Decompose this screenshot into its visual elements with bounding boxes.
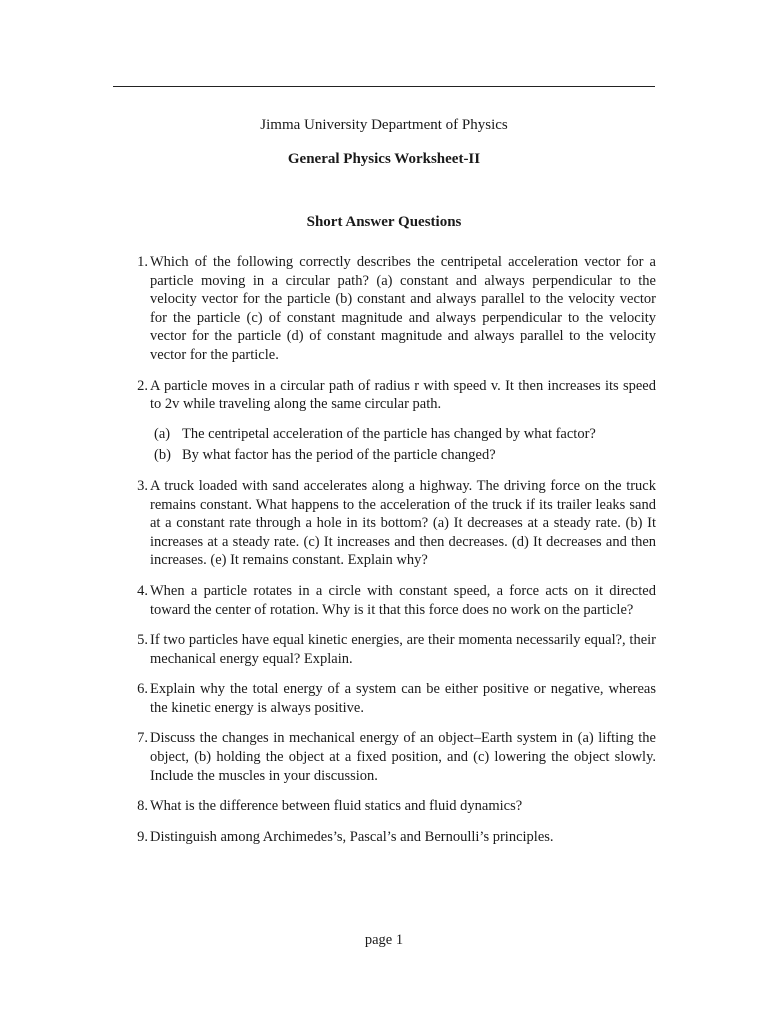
question-number: 8. (137, 798, 148, 815)
question-number: 2. (137, 377, 148, 394)
question-text: Discuss the changes in mechanical energy of an object–Earth system in (a) lifting the object, (b) holding the object at a fixed position, and (c) lowering the object slowly. Include the muscles in your discussion. (150, 730, 656, 784)
page-number: page 1 (364, 932, 404, 948)
question-text: A truck loaded with sand accelerates along a highway. The driving force on the truck remains constant. What happens to the acceleration of the truck if its trailer leaks sand at a constant rate through a hole in its bottom? (a) It decreases at a steady rate. (b) It increases at a steady rate. (c) It increases and then decreases. (d) It decreases and then increases. (e) It remains constant. Explain why? (150, 477, 656, 569)
question-item (113, 582, 656, 619)
question-text: A particle moves in a circular path of radius r with speed v. It then increases its speed to 2v while traveling along the same circular path. (150, 377, 656, 413)
subquestion-item (150, 425, 656, 444)
question-number: 9. (137, 828, 148, 845)
question-number: 4. (137, 582, 148, 599)
question-number: 7. (137, 730, 148, 747)
section-title: Short Answer Questions (306, 214, 462, 230)
subquestion-text: The centripetal acceleration of the particle has changed by what factor? (182, 425, 596, 442)
question-list (113, 253, 656, 858)
subquestion-label: (a) (154, 425, 171, 442)
question-item (113, 680, 656, 717)
question-text: Which of the following correctly describes the centripetal acceleration vector for a particle moving in a circular path? (a) constant and always perpendicular to the velocity vector for the particle (b) constant and always parallel to the velocity vector for the particle (c) of constant magnitude and always perpendicular to the velocity vector for the particle (d) of constant magnitude and always parallel to the velocity vector for the particle. (150, 254, 656, 363)
question-number: 5. (137, 632, 148, 649)
question-item (113, 828, 656, 847)
question-item (113, 253, 656, 365)
question-item (113, 631, 656, 668)
question-text: If two particles have equal kinetic energies, are their momenta necessarily equal?, their mechanical energy equal? Explain. (150, 632, 656, 667)
question-item (113, 797, 656, 816)
question-item (113, 729, 656, 785)
subquestion-item (150, 446, 656, 465)
question-number: 6. (137, 681, 148, 698)
subquestion-label: (b) (154, 447, 171, 464)
subquestion-text: By what factor has the period of the particle changed? (182, 447, 496, 464)
question-number: 1. (137, 254, 148, 270)
worksheet-title: General Physics Worksheet-II (287, 151, 481, 167)
question-item (113, 377, 656, 465)
question-item (113, 477, 656, 570)
header-rule (113, 86, 655, 87)
question-text: What is the difference between fluid statics and fluid dynamics? (150, 798, 523, 815)
institution-name: Jimma University Department of Physics (260, 117, 508, 133)
question-number: 3. (137, 477, 148, 494)
question-text: Distinguish among Archimedes’s, Pascal’s and Bernoulli’s principles. (150, 828, 554, 845)
question-text: Explain why the total energy of a system can be either positive or negative, whereas the kinetic energy is always positive. (150, 681, 656, 716)
subquestion-list (150, 425, 656, 465)
question-text: When a particle rotates in a circle with constant speed, a force acts on it directed toward the center of rotation. Why is it that this force does no work on the particle? (150, 582, 656, 618)
